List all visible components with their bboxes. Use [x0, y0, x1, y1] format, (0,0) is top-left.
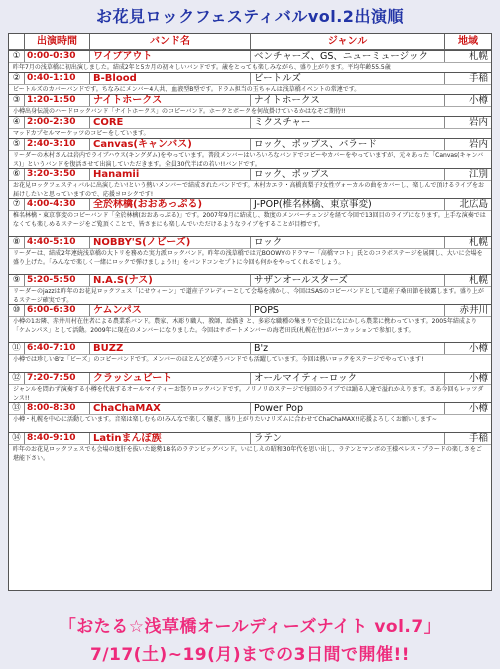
act-genre: ベンチャーズ、GS、ニューミュージック [251, 51, 445, 62]
header-number [9, 34, 25, 49]
act-band-name: クラッシュビート [90, 373, 251, 384]
header-time: 出演時間 [25, 34, 90, 49]
act-number: ② [9, 73, 25, 84]
act-number: ⑧ [9, 237, 25, 248]
act-time: 8:40-9:10 [25, 433, 90, 444]
act-description: 小樽出身伝説のハードロックバンド「ナイトホークス」のコピーバンド。ホークとボークを何故掛けているかはなぞご期待!! [9, 106, 491, 116]
act-time: 6:00-6:30 [25, 305, 90, 316]
act-row [9, 274, 491, 286]
act-description: リーダーは、結成2年連続浅草橋の大トリを務めた実力派ロックバンド。昨年の浅草橋では元BOOWYのドラマー「高橋マコト」氏とのコラボステージを展開し、大いに会場を盛り上げた。「みんなで楽しく一緒にロックで弾けましょう!!」をバンドコンセプトに今回も何かをやってくれるでしょう。 [9, 248, 491, 274]
act-row [9, 432, 491, 444]
header-area: 地域 [458, 36, 478, 47]
act-band-name: ChaChaMAX [90, 403, 251, 414]
act-number: ① [9, 51, 25, 62]
act-row [9, 372, 491, 384]
act-area: 赤井川 [459, 305, 488, 316]
act-genre: ミクスチャー [251, 117, 445, 128]
act-row [9, 402, 491, 414]
act-band-name: ナイトホークス [90, 95, 251, 106]
act-row [9, 236, 491, 248]
act-band-name: NOBBY'S(ノビーズ) [90, 237, 251, 248]
act-number: ⑬ [9, 403, 25, 414]
act-time: 0:40-1:10 [25, 73, 90, 84]
act-area: 手稲 [468, 73, 488, 84]
act-row [9, 50, 491, 62]
act-description: ジャンルを問わず演奏する小樽を代表するオールマイティーお祭りロックバンドです。ノリノリのステージで毎回のライブでは踊る人達で溢れかえります。さあ今回もレッツダンス!! [9, 384, 491, 402]
act-number: ④ [9, 117, 25, 128]
act-description: お花見ロックフェスティバルに出演したい!という熱いメンバーで結成されたバンドです。木村カエラ・高橋真梨子?女性ヴォーカルの曲をカバーし、楽しんで頂けるライブをお届けしたいと思っていますので、応援ヨロシクです! [9, 180, 491, 198]
act-description: 小樽の1お隣、赤井川村在住者による農業系バンド。農家、木彫り職人、教師、絵描き と、多彩な職種の集まりで会員になにかしら農業に携わっています。2005年結成より「ケムンパス」として活動。2009年に現在のメンバーになりました。今回はサポートメンバーの海老田氏(札幌在住)がパーカッションで参加します。 [9, 316, 491, 342]
act-row [9, 94, 491, 106]
act-time: 3:20-3:50 [25, 169, 90, 180]
act-area: 札幌 [468, 237, 488, 248]
act-genre: J-POP(椎名林檎、東京事変) [251, 199, 445, 210]
table-header [9, 34, 491, 50]
act-description: リーダーの木村さんは岩内でライブハウス(キングダム)をやっています。普段メンバーはいろいろなバンドでコピーやカバーをやっていますが、元々あった「Canvas(キャンバス)」というバンドを復活させて出演していただきます。全員30代半ばの若い!!バンドです。 [9, 150, 491, 168]
act-area: 北広島 [459, 199, 488, 210]
act-number: ⑦ [9, 199, 25, 210]
act-genre: ラテン [251, 433, 445, 444]
act-time: 7:20-7:50 [25, 373, 90, 384]
act-row [9, 304, 491, 316]
act-number: ⑫ [9, 373, 25, 384]
act-band-name: ケムンパス [90, 305, 251, 316]
act-band-name: BUZZ [90, 343, 251, 354]
act-number: ⑨ [9, 275, 25, 286]
act-description: リーダーのjazzは昨年のお花見ロックフェス「にせウィーン」で道産子フレディーとして会場を沸かし、今回はSASのコピーバンドとして道産子桑田節を披露します。盛り上がるステージ確実です。 [9, 286, 491, 304]
act-number: ⑤ [9, 139, 25, 150]
act-description: 昨年7月の浅草橋に初出演しました。結成2年と5カ月の初々しいバンドです。歳をとっても楽しみながら、盛り上がります。平均年齢55.5歳 [9, 62, 491, 72]
act-list [9, 50, 491, 462]
schedule-table [8, 33, 492, 591]
act-time: 6:40-7:10 [25, 343, 90, 354]
act-time: 4:40-5:10 [25, 237, 90, 248]
act-description: 小樽・札幌を中心に活動しています。音楽は楽しむもの!みんなで楽しく騒ぎ、盛り上がりたい♪リズムに合わせてChaChaMAX!!応援よろしくお願いします~ [9, 414, 491, 432]
act-time: 4:00-4:30 [25, 199, 90, 210]
act-number: ⑭ [9, 433, 25, 444]
act-time: 5:20-5:50 [25, 275, 90, 286]
act-area: 江別 [468, 169, 488, 180]
act-band-name: N.A.S(ナス) [90, 275, 251, 286]
act-row [9, 168, 491, 180]
event-announcement: 「おたる☆浅草橋オールディーズナイト vol.7」 [58, 617, 442, 637]
act-genre: ロック [251, 237, 445, 248]
act-time: 2:00-2:30 [25, 117, 90, 128]
act-band-name: 全於林檎(おおあっぷる) [90, 199, 251, 210]
act-band-name: Hanamii [90, 169, 251, 180]
act-number: ⑪ [9, 343, 25, 354]
act-row [9, 116, 491, 128]
act-area: 札幌 [468, 275, 488, 286]
act-area: 小樽 [468, 95, 488, 106]
act-band-name: Latinまんぼ族 [90, 433, 251, 444]
act-area: 札幌 [468, 51, 488, 62]
act-time: 8:00-8:30 [25, 403, 90, 414]
act-genre: Power Pop [251, 403, 445, 414]
act-area: 小樽 [468, 403, 488, 414]
act-description: ビートルズのカバーバンドです。ちなみにメンバー4人共、血液型B型です。ドラム担当の玉ちゃんは浅草橋イベントの常連です。 [9, 84, 491, 94]
act-description: マッドカプセルマーケッツのコピーをしています。 [9, 128, 491, 138]
act-genre: ナイトホークス [251, 95, 445, 106]
act-area: 岩内 [468, 139, 488, 150]
act-number: ③ [9, 95, 25, 106]
act-genre: POPS [251, 305, 445, 316]
act-description: 昨年のお花見ロックフェスでも会場の度肝を抜いた総勢18名のラテンビッグバンド。いにしえの昭和30年代を思い出し、ラテンとマンボの王様ペレス・プラードの楽しさをご堪能下さい。 [9, 444, 491, 462]
act-row [9, 72, 491, 84]
act-area: 岩内 [468, 117, 488, 128]
act-row [9, 198, 491, 210]
header-genre: ジャンル [251, 34, 445, 49]
act-genre: B'z [251, 343, 445, 354]
act-area: 小樽 [468, 373, 488, 384]
act-description: 小樽では珍しいB'z「ビーズ」のコピーバンドです。メンバーのほとんどが違うバンドでも活躍しています。今回は熱いロックをステージでやっています! [9, 354, 491, 372]
header-band: バンド名 [90, 34, 251, 49]
act-time: 1:20-1:50 [25, 95, 90, 106]
act-genre: オールマイティーロック [251, 373, 445, 384]
act-area: 手稲 [468, 433, 488, 444]
act-row [9, 342, 491, 354]
act-genre: サザンオールスターズ [251, 275, 445, 286]
act-band-name: Canvas(キャンバス) [90, 139, 251, 150]
act-genre: ビートルズ [251, 73, 445, 84]
act-area: 小樽 [468, 343, 488, 354]
act-number: ⑥ [9, 169, 25, 180]
act-row [9, 138, 491, 150]
act-time: 0:00-0:30 [25, 51, 90, 62]
page-title: お花見ロックフェスティバルvol.2出演順 [96, 7, 404, 26]
act-band-name: ワイプアウト [90, 51, 251, 62]
act-genre: ロック、ポップス、バラード [251, 139, 445, 150]
act-number: ⑩ [9, 305, 25, 316]
act-time: 2:40-3:10 [25, 139, 90, 150]
act-band-name: CORE [90, 117, 251, 128]
act-description: 椎名林檎・東京事変のコピーバンド「全於林檎(おおあっぷる)」です。2007年9月に結成し、数度のメンバーチェンジを経て今回で13回目のライブになります。上手な演奏ではなくても楽しめるステージをご覧頂くことで、皆さまにも楽しんでいただけるようなライブをすることが目標です。 [9, 210, 491, 236]
act-band-name: B-Blood [90, 73, 251, 84]
event-dates: 7/17(土)~19(月)までの3日間で開催!! [89, 645, 410, 665]
act-genre: ロック、ポップス [251, 169, 445, 180]
